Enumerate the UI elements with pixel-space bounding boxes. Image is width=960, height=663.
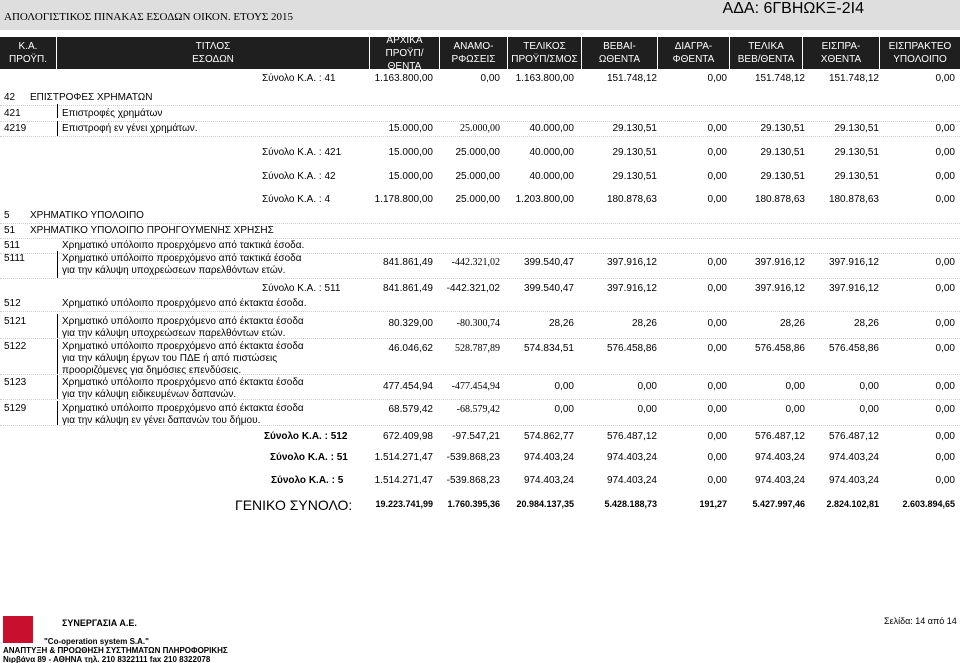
item-title: Επιστροφή εν γένει χρημάτων. — [62, 123, 198, 134]
value-cell: 974.403,24 — [754, 475, 805, 486]
value-cell: 2.824.102,81 — [826, 499, 879, 509]
row-separator — [0, 374, 960, 375]
value-cell: 974.403,24 — [606, 475, 657, 486]
value-cell: 0,00 — [707, 404, 727, 415]
value-cell: 15.000,00 — [388, 123, 433, 134]
value-cell: 0,00 — [935, 194, 955, 205]
value-cell: 25.000,00 — [455, 194, 500, 205]
value-cell: 0,00 — [707, 194, 727, 205]
value-cell: 576.487,12 — [754, 431, 805, 442]
value-cell: -97.547,21 — [452, 431, 500, 442]
value-cell: 0,00 — [935, 123, 955, 134]
value-cell: 25.000,00 — [455, 171, 500, 182]
item-code: 4219 — [4, 123, 27, 134]
row-separator — [0, 425, 960, 426]
value-cell: 397.916,12 — [606, 283, 657, 294]
value-cell: 974.403,24 — [754, 452, 805, 463]
value-cell: 528.787,89 — [455, 343, 500, 354]
top-bar — [0, 0, 960, 30]
value-cell: 0,00 — [935, 257, 955, 268]
item-code: 5129 — [4, 403, 27, 414]
summary-label: Σύνολο Κ.Α. : 511 — [262, 283, 341, 294]
header-receivable: ΕΙΣΠΡΑΚΤΕΟ ΥΠΟΛΟΙΠΟ — [888, 41, 952, 65]
value-cell: 40.000,00 — [529, 171, 574, 182]
footer-address: Νιρβάνα 89 - ΑΘΗΝΑ τηλ. 210 8322111 fax 210 8322078 — [3, 655, 211, 663]
header-certified: ΒΕΒΑΙ- ΩΘΕΝΤΑ — [582, 37, 658, 69]
value-cell: 29.130,51 — [834, 123, 879, 134]
value-cell: 0,00 — [935, 381, 955, 392]
value-cell: 0,00 — [554, 404, 574, 415]
value-cell: 0,00 — [707, 343, 727, 354]
item-title: Χρηματικό υπόλοιπο προερχόμενο από έκτακτα έσοδα για την κάλυψη έργων του ΠΔΕ ή από πιστώσεις προοριζόμενες για δημόσιες επενδύσεις. — [62, 341, 304, 376]
page-number: Σελίδα: 14 από 14 — [884, 616, 957, 626]
value-cell: 0,00 — [637, 404, 657, 415]
value-cell: -442.321,02 — [446, 283, 500, 294]
value-cell: 0,00 — [935, 318, 955, 329]
value-cell: 28,26 — [548, 318, 574, 329]
row-separator — [0, 278, 960, 279]
header-title: ΤΙΤΛΟΣ ΕΣΟΔΩΝ — [57, 37, 370, 69]
heading-title: Χρηματικό υπόλοιπο προερχόμενο από έκτακτα έσοδα. — [62, 298, 307, 309]
value-cell: 28,26 — [631, 318, 657, 329]
value-cell: 0,00 — [935, 452, 955, 463]
value-cell: 15.000,00 — [388, 171, 433, 182]
value-cell: 974.403,24 — [606, 452, 657, 463]
value-cell: 80.329,00 — [388, 318, 433, 329]
value-cell: 0,00 — [707, 73, 727, 84]
value-cell: 46.046,62 — [388, 343, 433, 354]
item-title: Χρηματικό υπόλοιπο προερχόμενο από τακτικά έσοδα για την κάλυψη υποχρεώσεων παρελθόντων ετών. — [62, 253, 302, 276]
value-cell: 1.514.271,47 — [374, 452, 433, 463]
value-cell: 151.748,12 — [828, 73, 879, 84]
header-final-certified: ΤΕΛΙΚΑ ΒΕΒ/ΘΕΝΤΑ — [730, 37, 803, 69]
summary-label: Σύνολο Κ.Α. : 41 — [262, 73, 336, 84]
value-cell: 576.487,12 — [606, 431, 657, 442]
item-divider — [57, 401, 58, 425]
value-cell: 180.878,63 — [606, 194, 657, 205]
value-cell: 191,27 — [699, 499, 727, 509]
row-separator — [0, 136, 960, 137]
value-cell: 29.130,51 — [834, 171, 879, 182]
row-separator — [0, 223, 960, 224]
row-separator — [0, 121, 960, 122]
heading-code: 42 — [4, 92, 16, 103]
heading-code: 421 — [4, 108, 21, 119]
value-cell: 40.000,00 — [529, 147, 574, 158]
heading-title: Χρηματικό υπόλοιπο προερχόμενο από τακτικά έσοδα. — [62, 240, 305, 251]
value-cell: 397.916,12 — [606, 257, 657, 268]
row-separator — [0, 338, 960, 339]
value-cell: 672.409,98 — [382, 431, 433, 442]
document-title: ΑΠΟΛΟΓΙΣΤΙΚΟΣ ΠΙΝΑΚΑΣ ΕΣΟΔΩΝ ΟΙΚΟΝ. ΕΤΟΥΣ 2015 — [4, 11, 294, 23]
item-divider — [57, 121, 58, 136]
summary-label: Σύνολο Κ.Α. : 4 — [262, 194, 331, 205]
value-cell: 0,00 — [554, 381, 574, 392]
value-cell: 397.916,12 — [828, 257, 879, 268]
value-cell: 2.603.894,65 — [902, 499, 955, 509]
value-cell: 1.760.395,36 — [447, 499, 500, 509]
value-cell: 1.203.800,00 — [515, 194, 574, 205]
value-cell: 0,00 — [785, 381, 805, 392]
value-cell: -442.321,02 — [451, 257, 500, 268]
value-cell: 0,00 — [935, 171, 955, 182]
item-code: 5122 — [4, 341, 27, 352]
value-cell: 574.862,77 — [523, 431, 574, 442]
summary-label: Σύνολο Κ.Α. : 5 — [271, 475, 344, 486]
header-ka: Κ.Α. ΠΡΟΫΠ. — [0, 37, 57, 69]
value-cell: 974.403,24 — [523, 452, 574, 463]
value-cell: 29.130,51 — [834, 147, 879, 158]
value-cell: 19.223.741,99 — [375, 499, 433, 509]
item-divider — [57, 339, 58, 374]
header-final-budget: ΤΕΛΙΚΟΣ ΠΡΟΫΠ/ΣΜΟΣ — [508, 37, 582, 69]
heading-title: ΧΡΗΜΑΤΙΚΟ ΥΠΟΛΟΙΠΟ ΠΡΟΗΓΟΥΜΕΝΗΣ ΧΡΗΣΗΣ — [30, 225, 274, 236]
value-cell: 0,00 — [935, 404, 955, 415]
value-cell: 974.403,24 — [523, 475, 574, 486]
value-cell: 841.861,49 — [382, 283, 433, 294]
value-cell: 180.878,63 — [828, 194, 879, 205]
value-cell: 0,00 — [935, 343, 955, 354]
value-cell: 0,00 — [707, 123, 727, 134]
value-cell: 5.427.997,46 — [752, 499, 805, 509]
item-title: Χρηματικό υπόλοιπο προερχόμενο από έκτακτα έσοδα για την κάλυψη υποχρεώσεων παρελθόντων ετών. — [62, 316, 304, 339]
header-initial: ΑΡΧΙΚΑ ΠΡΟΫΠ/ΘΕΝΤΑ — [370, 37, 440, 69]
item-divider — [57, 375, 58, 399]
value-cell: 397.916,12 — [828, 283, 879, 294]
value-cell: 399.540,47 — [523, 257, 574, 268]
value-cell: 29.130,51 — [612, 147, 657, 158]
value-cell: 28,26 — [853, 318, 879, 329]
value-cell: 29.130,51 — [612, 123, 657, 134]
value-cell: 0,00 — [480, 73, 500, 84]
summary-label: Σύνολο Κ.Α. : 42 — [262, 171, 336, 182]
value-cell: 25.000,00 — [460, 123, 500, 134]
item-title: Χρηματικό υπόλοιπο προερχόμενο από έκτακτα έσοδα για την κάλυψη ειδικευμένων δαπανών. — [62, 377, 304, 400]
summary-label: Σύνολο Κ.Α. : 512 — [264, 431, 348, 442]
value-cell: 576.458,86 — [828, 343, 879, 354]
heading-title: Επιστροφές χρημάτων — [62, 108, 163, 119]
footer-company: ΣΥΝΕΡΓΑΣΙΑ Α.Ε. — [62, 618, 137, 628]
value-cell: 0,00 — [637, 381, 657, 392]
item-code: 5121 — [4, 316, 27, 327]
value-cell: 28,26 — [779, 318, 805, 329]
value-cell: 0,00 — [935, 431, 955, 442]
value-cell: 40.000,00 — [529, 123, 574, 134]
value-cell: 397.916,12 — [754, 283, 805, 294]
heading-title: ΧΡΗΜΑΤΙΚΟ ΥΠΟΛΟΙΠΟ — [30, 210, 144, 221]
item-title: Χρηματικό υπόλοιπο προερχόμενο από έκτακτα έσοδα για την κάλυψη εν γένει δαπανών του δήμου. — [62, 403, 304, 426]
value-cell: 576.458,86 — [606, 343, 657, 354]
value-cell: 0,00 — [785, 404, 805, 415]
footer-system: "Co-operation system S.A." — [44, 637, 149, 646]
grand-total-label: ΓΕΝΙΚΟ ΣΥΝΟΛΟ: — [235, 497, 353, 513]
heading-code: 511 — [4, 240, 20, 251]
heading-code: 51 — [4, 225, 16, 236]
value-cell: 0,00 — [707, 431, 727, 442]
value-cell: 1.163.800,00 — [374, 73, 433, 84]
value-cell: 0,00 — [935, 283, 955, 294]
value-cell: 29.130,51 — [760, 171, 805, 182]
value-cell: 576.458,86 — [754, 343, 805, 354]
value-cell: 841.861,49 — [382, 257, 433, 268]
value-cell: 0,00 — [935, 73, 955, 84]
value-cell: 0,00 — [707, 147, 727, 158]
value-cell: 576.487,12 — [828, 431, 879, 442]
header-collected: ΕΙΣΠΡΑ- ΧΘΕΝΤΑ — [803, 37, 880, 69]
value-cell: 477.454,94 — [382, 381, 433, 392]
item-divider — [57, 314, 58, 338]
table-header — [0, 34, 960, 72]
value-cell: 1.163.800,00 — [515, 73, 574, 84]
value-cell: 151.748,12 — [754, 73, 805, 84]
ada-code: ΑΔΑ: 6ΓΒΗΩΚΞ-2Ι4 — [722, 0, 864, 17]
value-cell: 1.514.271,47 — [374, 475, 433, 486]
value-cell: 974.403,24 — [828, 452, 879, 463]
value-cell: 29.130,51 — [760, 147, 805, 158]
header-deleted: ΔΙΑΓΡΑ- ΦΘΕΝΤΑ — [658, 37, 730, 69]
value-cell: 0,00 — [859, 404, 879, 415]
value-cell: 25.000,00 — [455, 147, 500, 158]
value-cell: 0,00 — [707, 257, 727, 268]
value-cell: -68.579,42 — [456, 404, 500, 415]
value-cell: -539.868,23 — [446, 475, 500, 486]
value-cell: -539.868,23 — [446, 452, 500, 463]
value-cell: 1.178.800,00 — [374, 194, 433, 205]
value-cell: 5.428.188,73 — [604, 499, 657, 509]
value-cell: 0,00 — [707, 381, 727, 392]
value-cell: 0,00 — [859, 381, 879, 392]
value-cell: 0,00 — [935, 147, 955, 158]
row-divider — [57, 104, 58, 118]
value-cell: 0,00 — [935, 475, 955, 486]
header-amendments: ΑΝΑΜΟ- ΡΦΩΣΕΙΣ — [440, 37, 508, 69]
value-cell: 20.984.137,35 — [516, 499, 574, 509]
value-cell: -80.300,74 — [456, 318, 500, 329]
item-code: 5123 — [4, 377, 27, 388]
heading-code: 5 — [4, 210, 10, 221]
value-cell: -477.454,94 — [451, 381, 500, 392]
heading-code: 512 — [4, 298, 21, 309]
item-code: 5111 — [4, 253, 25, 264]
value-cell: 399.540,47 — [523, 283, 574, 294]
row-separator — [0, 238, 960, 239]
item-divider — [57, 251, 58, 278]
value-cell: 397.916,12 — [754, 257, 805, 268]
footer-dev: ΑΝΑΠΤΥΞΗ & ΠΡΟΩΘΗΣΗ ΣΥΣΤΗΜΑΤΩΝ ΠΛΗΡΟΦΟΡΙΚΗΣ — [3, 646, 228, 655]
row-separator — [0, 399, 960, 400]
value-cell: 574.834,51 — [523, 343, 574, 354]
row-separator — [0, 105, 960, 106]
summary-label: Σύνολο Κ.Α. : 421 — [262, 147, 342, 158]
summary-label: Σύνολο Κ.Α. : 51 — [270, 452, 348, 463]
row-separator — [0, 311, 960, 312]
value-cell: 15.000,00 — [388, 147, 433, 158]
value-cell: 29.130,51 — [612, 171, 657, 182]
value-cell: 0,00 — [707, 318, 727, 329]
value-cell: 974.403,24 — [828, 475, 879, 486]
company-logo — [3, 616, 33, 643]
value-cell: 180.878,63 — [754, 194, 805, 205]
heading-title: ΕΠΙΣΤΡΟΦΕΣ ΧΡΗΜΑΤΩΝ — [30, 92, 153, 103]
value-cell: 0,00 — [707, 452, 727, 463]
value-cell: 29.130,51 — [760, 123, 805, 134]
value-cell: 68.579,42 — [388, 404, 433, 415]
value-cell: 0,00 — [707, 475, 727, 486]
value-cell: 0,00 — [707, 283, 727, 294]
value-cell: 0,00 — [707, 171, 727, 182]
value-cell: 151.748,12 — [606, 73, 657, 84]
